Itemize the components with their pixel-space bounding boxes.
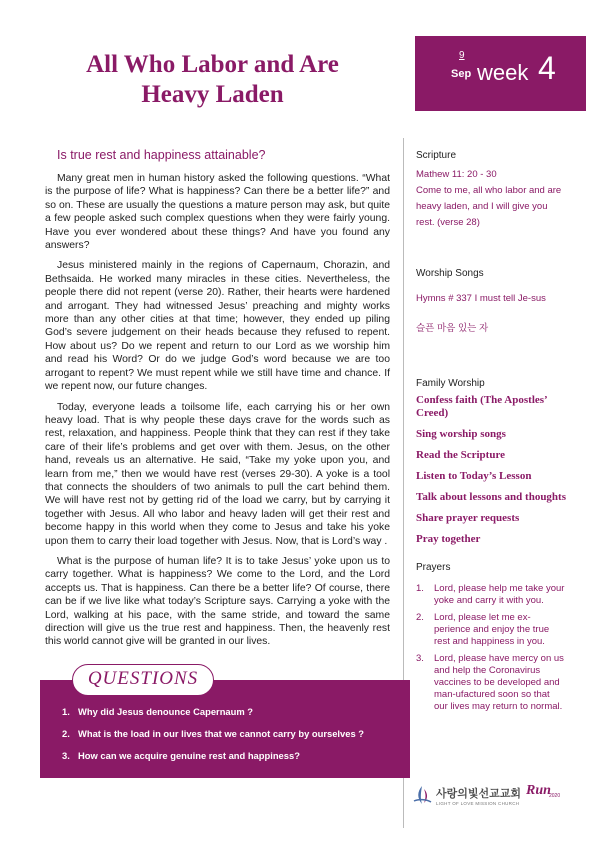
prayers-list (416, 583, 566, 713)
church-mark-icon (411, 784, 433, 806)
prayer-number: 2. (416, 612, 424, 623)
question-number: 1. (62, 706, 70, 717)
week-label: week (477, 60, 529, 85)
worship-songs-heading: Worship Songs (416, 268, 484, 279)
question-item (62, 750, 364, 772)
question-text: What is the load in our lives that we cannot carry by ourselves ? (78, 728, 365, 739)
church-logo (411, 782, 581, 818)
date-day: 9 (459, 50, 465, 61)
question-item (62, 706, 364, 728)
scripture-text: Come to me, all who labor and are heavy laden, and I will give you rest. (verse 28) (416, 185, 562, 228)
question-text: Why did Jesus denounce Capernaum ? (78, 706, 254, 717)
prayer-item (416, 653, 566, 713)
question-item (62, 728, 364, 750)
family-worship-item: Pray together (416, 533, 481, 545)
run-logo: Run (526, 783, 551, 798)
questions-box (40, 668, 410, 778)
family-worship-item: Confess faith (The Apostles’ Creed) (416, 394, 547, 419)
family-worship-item: Share prayer requests (416, 512, 520, 524)
family-worship-item: Listen to Today’s Lesson (416, 470, 532, 482)
family-worship-section (416, 378, 566, 554)
lesson-paragraph: Many great men in human history asked the following questions. “What is the purpose of life? What is happiness? Can there be a better life?” and so on. These are usually the questions a mature person may ask, but quite a few people asked such complex questions when they were fairly young. Have you ever wondered about these things? And have you found any answers? (45, 173, 390, 252)
lesson-paragraph: What is the purpose of human life? It is to take Jesus’ yoke upon us to carry together. What is happiness? We come to the Lord, and the Lord accepts us. That is happiness. Can there be a better life? Of course, there can be if we live like what today’s Scripture says. Carrying a yoke with the Lord, walking at his pace, with the same stride, and toward the same direction will give us the true rest and happiness. Then, the heavenly rest this world cannot give will be granted in our lives. (45, 555, 390, 648)
lesson-paragraph: Today, everyone leads a toilsome life, each carrying his or her own heavy load. That is why people these days crave for the words such as rest, relaxation, and happiness. People think that they can rest if they take care of their life’s problems and get over with them. Jesus, on the other hand, reveals us an alternative. He said, “Take my yoke upon you, and learn from me,” then we would have rest (verses 29-30). A yoke is a tool that connects the shoulders of two animals to pull the cart behind them. We will have rest not by getting rid of the load we carry, but by carrying it together with Jesus. All who labor and heavy laden will get their rest and become happy in this world when they come to Jesus and take his yoke upon them to carry their load together with Jesus. Now, that is Lord’s way . (45, 401, 390, 547)
question-text: How can we acquire genuine rest and happiness? (78, 750, 300, 761)
scripture-heading: Scripture (416, 150, 457, 161)
family-worship-item: Read the Scripture (416, 449, 506, 461)
prayer-text: Lord, please help me take your yoke and carry it with you. (434, 583, 565, 606)
question-number: 2. (62, 728, 70, 739)
questions-list (62, 706, 364, 772)
family-worship-item: Sing worship songs (416, 428, 506, 440)
family-worship-item: Talk about lessons and thoughts (416, 491, 566, 503)
song-item: 슬픈 마음 있는 자 (416, 323, 489, 334)
church-name-english: LIGHT OF LOVE MISSION CHURCH (436, 801, 520, 806)
church-name-korean: 사랑의빛선교교회 (436, 788, 522, 800)
question-number: 3. (62, 750, 70, 761)
week-badge (415, 36, 586, 111)
worship-songs-section (416, 268, 566, 337)
scripture-reference: Mathew 11: 20 - 30 (416, 169, 497, 180)
lesson-subtitle: Is true rest and happiness attainable? (57, 148, 266, 162)
page-title (40, 50, 385, 110)
prayer-text: Lord, please let me ex-perience and enjoy the true rest and happiness in you. (434, 612, 550, 647)
title-line-2: Heavy Laden (141, 81, 284, 108)
week-number: 4 (538, 50, 556, 86)
prayer-item (416, 612, 566, 648)
prayer-text: Lord, please have mercy on us and help the Coronavirus vaccines to be developed and man-ufactured soon so that our lives may return to normal. (434, 653, 564, 712)
prayer-number: 1. (416, 583, 424, 594)
prayers-section (416, 562, 566, 718)
family-worship-heading: Family Worship (416, 378, 485, 389)
scripture-section (416, 150, 566, 231)
prayer-item (416, 583, 566, 607)
lesson-paragraph: Jesus ministered mainly in the regions of Capernaum, Chorazin, and Bethsaida. He worked many miracles in these cities. Nevertheless, the people there did not repent (verse 20). Rather, their hearts were hardened and arrogant. They had witnessed Jesus’ preaching and mighty works more than any other cities at that time; however, they ended up piling God’s severe judgement on their heads because they refused to repent. How about us? Do we repent and return to our Lord as we worship him and read his Word? Or do we judge God’s word because we are too arrogant to repent? We must repent while we still have time and chance. If we repent now, our future changes. (45, 260, 390, 393)
questions-label: QUESTIONS (72, 664, 214, 696)
prayers-heading: Prayers (416, 562, 451, 573)
date-month: Sep (451, 68, 472, 80)
lesson-body (45, 148, 390, 656)
song-item: Hymns # 337 I must tell Je-sus (416, 293, 546, 304)
title-line-1: All Who Labor and Are (86, 51, 339, 78)
run-year: 2020 (549, 793, 561, 799)
prayer-number: 3. (416, 653, 424, 664)
